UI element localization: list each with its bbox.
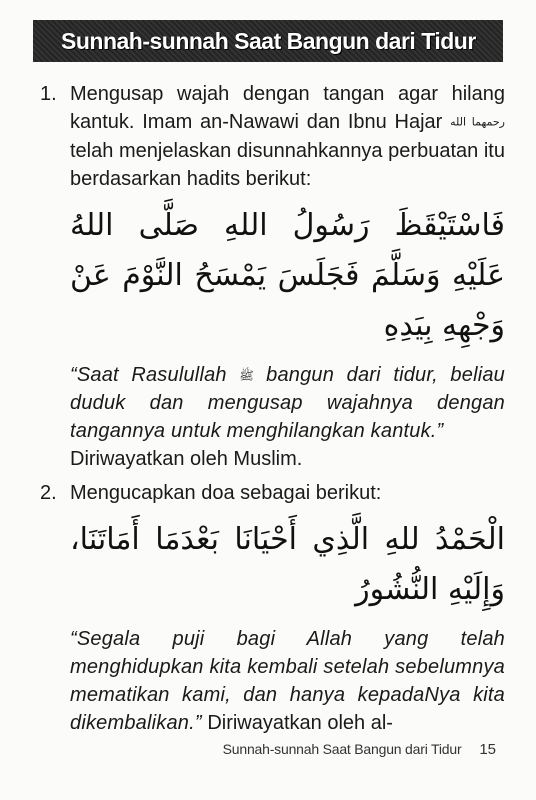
quote-after: bangun dari tidur, beliau duduk dan mengusap wajahnya dengan tangannya untuk menghilangkan kantuk.”	[70, 363, 505, 443]
list-item-2	[40, 479, 505, 737]
translation-quote: “Segala puji bagi Allah yang telah menghidupkan kita kembali setelah sebelumnya mematikan kami, dan hanya kepadaNya kita dikembalikan.”	[70, 628, 505, 735]
item-text: Mengucapkan doa sebagai berikut:	[70, 482, 382, 505]
item-text-before: Mengusap wajah dengan tangan agar hilang kantuk. Imam an-Nawawi dan Ibnu Hajar	[70, 83, 505, 133]
arabic-doa: الْحَمْدُ للهِ الَّذِي أَحْيَانَا بَعْدَمَا أَمَاتَنَا، وَإِلَيْهِ النُّشُورُ	[70, 522, 505, 608]
page-footer	[223, 741, 496, 758]
item-text	[70, 80, 505, 193]
item-number: 2.	[40, 482, 57, 505]
salawat-symbol: ﷺ	[239, 368, 254, 383]
item-number: 1.	[40, 83, 57, 105]
quote-before: “Saat Rasulullah	[70, 363, 227, 386]
hadith-source: Diriwayatkan oleh al-	[207, 712, 393, 735]
translation-quote	[70, 361, 505, 446]
page-content	[40, 80, 505, 737]
page-number: 15	[479, 741, 496, 758]
arabic-hadith: فَاسْتَيْقَظَ رَسُولُ اللهِ صَلَّى اللهُ عَلَيْهِ وَسَلَّمَ فَجَلَسَ يَمْسَحُ النَّوْمَ عَنْ وَجْهِهِ بِيَدِهِ	[70, 207, 505, 343]
running-title: Sunnah-sunnah Saat Bangun dari Tidur	[222, 741, 462, 757]
list-item-1	[40, 80, 505, 473]
page-title: Sunnah-sunnah Saat Bangun dari Tidur	[33, 20, 503, 62]
honorific-symbol: رحمهما الله	[450, 115, 505, 129]
item-text-after: telah menjelaskan disunnahkannya perbuatan itu berdasarkan hadits berikut:	[70, 139, 505, 190]
hadith-source: Diriwayatkan oleh Muslim.	[70, 448, 303, 471]
translation-block	[70, 625, 505, 737]
